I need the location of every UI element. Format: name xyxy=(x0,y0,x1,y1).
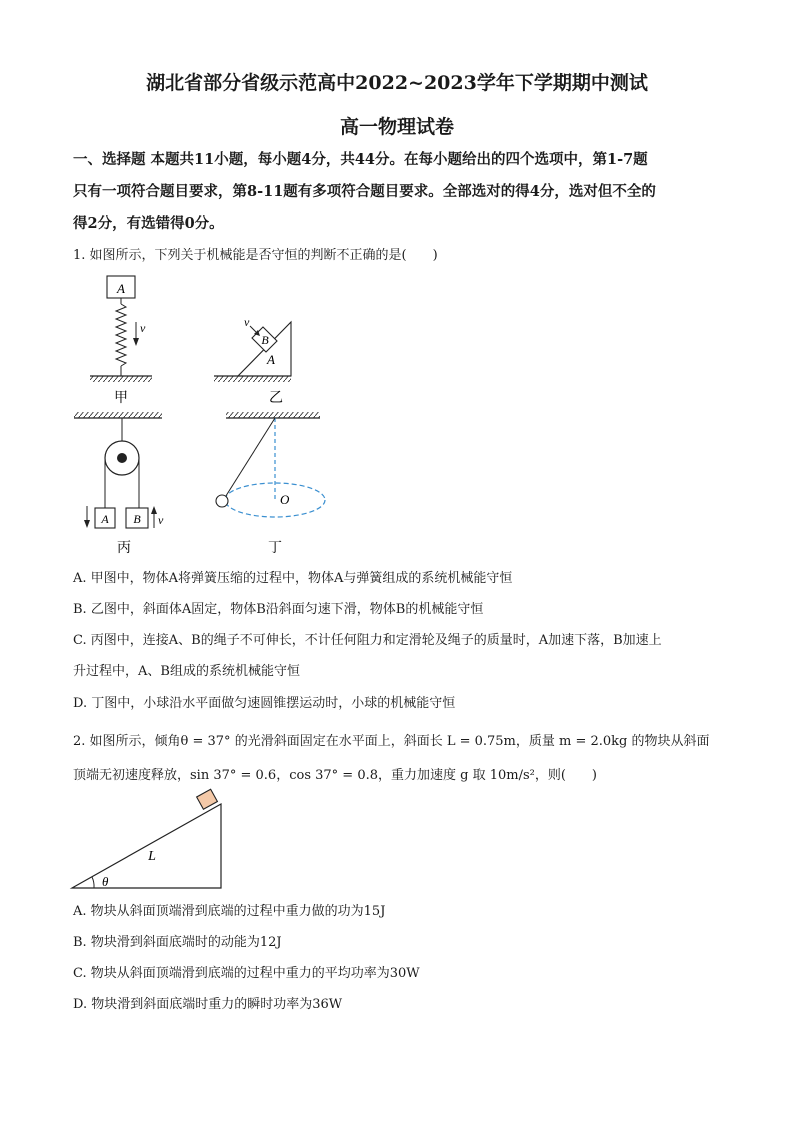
length-label: L xyxy=(148,849,156,864)
block-a-label: A xyxy=(117,281,125,296)
block xyxy=(197,789,218,809)
figure-jia xyxy=(90,276,152,406)
caption-yi: 乙 xyxy=(269,391,283,406)
velocity-label: v xyxy=(140,321,146,335)
incline xyxy=(72,804,221,888)
velocity-arrow xyxy=(250,326,256,332)
figure-bing xyxy=(74,412,164,556)
question-2-option-b: B. 物块滑到斜面底端时的动能为12J xyxy=(73,935,282,950)
block-b-label: B xyxy=(261,333,269,347)
caption-ding: 丁 xyxy=(268,541,282,556)
question-1-option-a: A. 甲图中，物体A将弹簧压缩的过程中，物体A与弹簧组成的系统机械能守恒 xyxy=(73,571,513,586)
instruction-line: 一、选择题 本题共11小题，每小题4分，共44分。在每小题给出的四个选项中，第1-7题 xyxy=(73,151,648,168)
question-2-figure xyxy=(68,788,230,892)
question-1-option-b: B. 乙图中，斜面体A固定，物体B沿斜面匀速下滑，物体B的机械能守恒 xyxy=(73,602,484,617)
section-instructions xyxy=(73,144,733,240)
figure-yi xyxy=(214,315,291,406)
question-2-option-c: C. 物块从斜面顶端滑到底端的过程中重力的平均功率为30W xyxy=(73,966,420,981)
velocity-label: v xyxy=(158,513,164,527)
question-1-option-c-cont: 升过程中，A、B组成的系统机械能守恒 xyxy=(73,664,300,679)
spring xyxy=(116,304,126,366)
question-2-stem-line1: 2. 如图所示，倾角θ = 37° 的光滑斜面固定在水平面上，斜面长 L = 0.75m，质量 m = 2.0kg 的物块从斜面 xyxy=(73,734,710,749)
block-b-label: B xyxy=(133,512,141,526)
figure-ding xyxy=(216,412,325,556)
question-1-figure xyxy=(70,272,350,562)
instruction-line: 只有一项符合题目要求，第8-11题有多项符合题目要求。全部选对的得4分，选对但不全的 xyxy=(73,183,656,200)
incline-a-label: A xyxy=(267,352,275,367)
question-1-option-d: D. 丁图中，小球沿水平面做匀速圆锥摆运动时，小球的机械能守恒 xyxy=(73,696,456,711)
page-title: 湖北省部分省级示范高中2022~2023学年下学期期中测试 xyxy=(146,72,648,94)
ball xyxy=(216,495,228,507)
question-2-option-d: D. 物块滑到斜面底端时重力的瞬时功率为36W xyxy=(73,997,343,1012)
caption-jia: 甲 xyxy=(114,391,128,406)
velocity-label: v xyxy=(244,315,250,329)
question-2-stem-line2: 顶端无初速度释放，sin 37° = 0.6，cos 37° = 0.8，重力加速度 g 取 10m/s²，则( ) xyxy=(73,768,597,783)
pivot-o-label: O xyxy=(280,492,290,507)
page-subtitle: 高一物理试卷 xyxy=(339,116,454,138)
question-1-stem: 1. 如图所示，下列关于机械能是否守恒的判断不正确的是( ) xyxy=(73,248,438,263)
angle-label: θ xyxy=(102,874,109,889)
question-1-option-c: C. 丙图中，连接A、B的绳子不可伸长，不计任何阻力和定滑轮及绳子的质量时，A加速下落，B加速上 xyxy=(73,633,662,648)
question-2-option-a: A. 物块从斜面顶端滑到底端的过程中重力做的功为15J xyxy=(73,904,386,919)
string xyxy=(224,418,275,499)
instruction-line: 得2分，有选错得0分。 xyxy=(73,215,224,232)
block-a-label: A xyxy=(101,512,109,526)
caption-bing: 丙 xyxy=(117,541,131,556)
